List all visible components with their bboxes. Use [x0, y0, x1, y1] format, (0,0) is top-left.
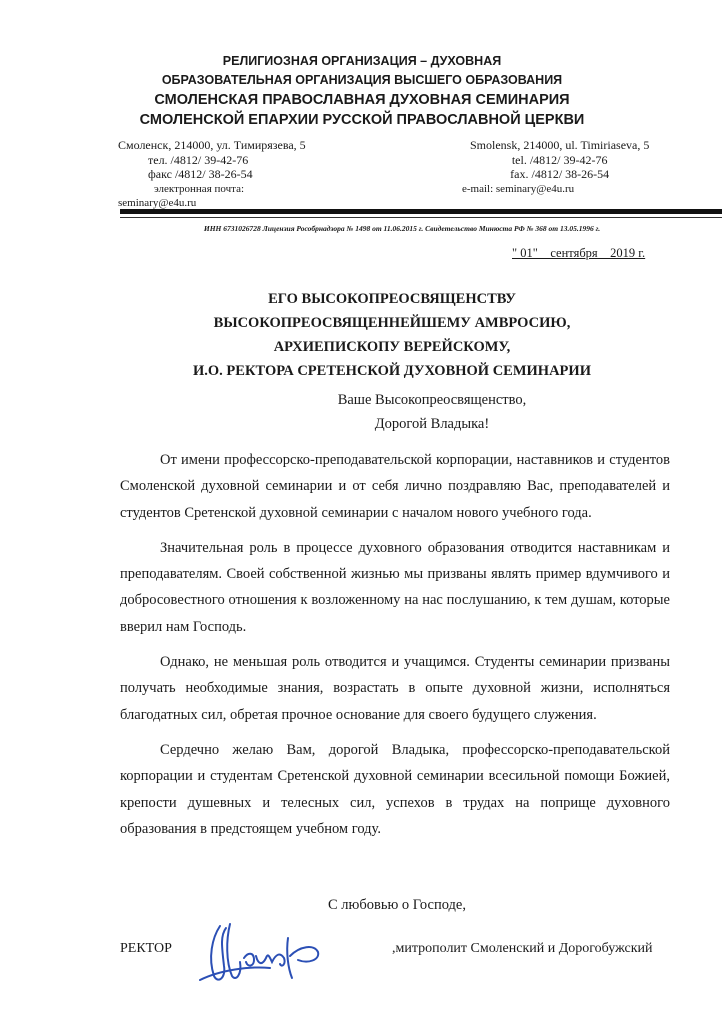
addressee-line: АРХИЕПИСКОПУ ВЕРЕЙСКОМУ, [273, 339, 511, 355]
org-line: ОБРАЗОВАТЕЛЬНАЯ ОРГАНИЗАЦИЯ ВЫСШЕГО ОБРАЗОВАНИЯ [161, 73, 563, 87]
contacts-ru [118, 138, 306, 211]
org-name-line: СМОЛЕНСКОЙ ЕПАРХИИ РУССКОЙ ПРАВОСЛАВНОЙ ЦЕРКВИ [139, 112, 585, 128]
phone-en: tel. /4812/ 39-42-76 [511, 152, 608, 167]
paragraph: Однако, не меньшая роль отводится и учащимся. Студенты семинарии призваны получать необходимые знания, возрастать в опыте духовной жизни, исполняться благодатных сил, обретая прочное основание для своего будущего служения. [120, 654, 670, 723]
email-label-ru: электронная почта: [154, 182, 245, 195]
salutation-line: Ваше Высокопреосвященство, [337, 392, 527, 408]
address-ru: Смоленск, 214000, ул. Тимирязева, 5 [118, 138, 306, 152]
contacts-en [462, 138, 650, 196]
email-en: e-mail: seminary@e4u.ru [462, 182, 575, 195]
letter-date: " 01" сентября 2019 г. [512, 246, 646, 260]
addressee-line: ВЫСОКОПРЕОСВЯЩЕННЕЙШЕМУ АМВРОСИЮ, [213, 315, 571, 331]
paragraph: От имени профессорско-преподавательской корпорации, наставников и студентов Смоленской духовной семинарии и от себя лично поздравляю Вас, преподавателей и студентов Сретенской духовной семинарии с началом нового учебного года. [120, 452, 670, 521]
paragraph: Сердечно желаю Вам, дорогой Владыка, профессорско-преподавательской корпорации и студентам Сретенской духовной семинарии всесильной помощи Божией, крепости душевных и телесных сил, успехов в трудах на поприще духовного образования в предстоящем учебном году. [120, 741, 670, 837]
header-rule-thin [120, 217, 722, 218]
addressee-line: ЕГО ВЫСОКОПРЕОСВЯЩЕНСТВУ [268, 291, 516, 307]
email-ru: seminary@e4u.ru [118, 197, 197, 209]
letter-body [120, 447, 670, 851]
phone-ru: тел. /4812/ 39-42-76 [148, 152, 249, 167]
addressee [30, 287, 724, 383]
org-name-line: СМОЛЕНСКАЯ ПРАВОСЛАВНАЯ ДУХОВНАЯ СЕМИНАРИЯ [154, 92, 570, 108]
signer-name: ,митрополит Смоленский и Дорогобужский [392, 941, 653, 956]
fax-ru: факс /4812/ 38-26-54 [148, 167, 253, 181]
org-name [0, 90, 724, 130]
signature [190, 918, 340, 988]
org-line: РЕЛИГИОЗНАЯ ОРГАНИЗАЦИЯ – ДУХОВНАЯ [222, 54, 502, 68]
org-type [0, 52, 724, 90]
salutation [70, 388, 724, 436]
addressee-line: И.О. РЕКТОРА СРЕТЕНСКОЙ ДУХОВНОЙ СЕМИНАРИИ [193, 363, 591, 379]
header-rule-thick [120, 209, 722, 214]
signer-title: РЕКТОР [120, 941, 172, 956]
salutation-line: Дорогой Владыка! [374, 416, 490, 432]
registration-line: ИНН 6731026728 Лицензия Рособрнадзора № 1498 от 11.06.2015 г. Свидетельство Минюста РФ № 368 от 13.05.1996 г. [203, 224, 601, 233]
closing: С любовью о Господе, [328, 897, 466, 913]
address-en: Smolensk, 214000, ul. Timiriaseva, 5 [470, 138, 650, 152]
paragraph: Значительная роль в процессе духовного образования отводится наставникам и преподавателям. Своей собственной жизнью мы призваны являть пример вдумчивого и добросовестного отношения к возложенному на нас послушанию, к тем душам, которые вверил нам Господь. [120, 539, 670, 635]
fax-en: fax. /4812/ 38-26-54 [510, 167, 610, 181]
